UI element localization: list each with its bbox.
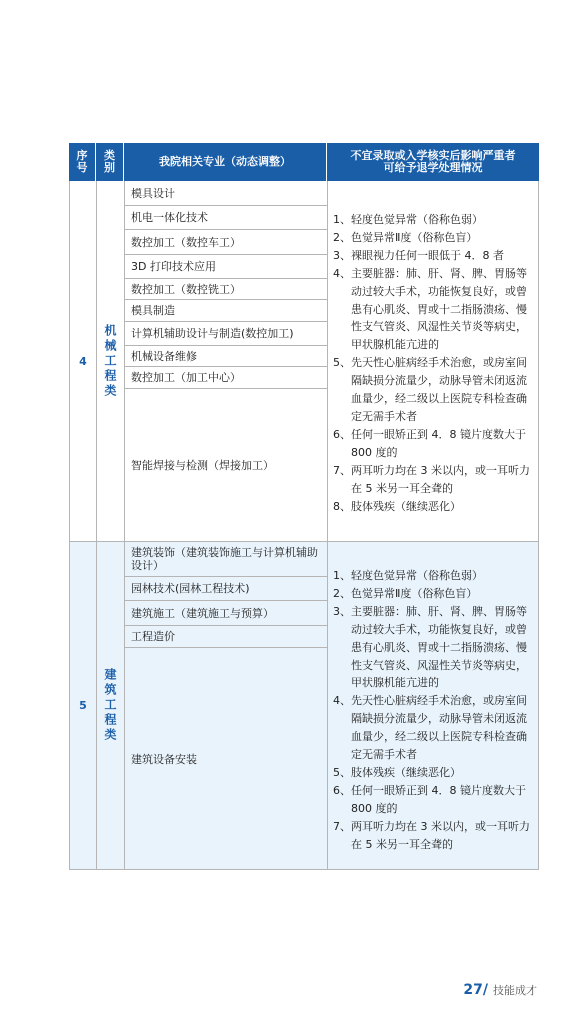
condition-text: 任何一眼矫正到 4．8 镜片度数大于 800 度的 <box>351 427 526 459</box>
condition-item <box>333 764 534 782</box>
condition-number: 4、 <box>333 266 351 280</box>
header-category-label: 类别 <box>104 149 115 174</box>
header-majors <box>124 143 327 181</box>
condition-text: 裸眼视力任何一眼低于 4．8 者 <box>351 248 504 262</box>
condition-number: 1、 <box>333 569 351 582</box>
condition-item <box>333 462 534 498</box>
condition-item <box>333 818 534 854</box>
condition-item <box>333 426 534 462</box>
header-conditions <box>327 143 539 181</box>
condition-item <box>333 498 534 516</box>
major-item: 建筑装饰（建筑装饰施工与计算机辅助设计） <box>125 542 327 577</box>
header-seq-label: 序号 <box>76 149 88 174</box>
condition-item <box>333 585 534 603</box>
header-majors-label: 我院相关专业（动态调整） <box>159 155 291 168</box>
condition-text: 主要脏器：肺、肝、肾、脾、胃肠等动过较大手术，功能恢复良好，或曾患有心肌炎、胃或十二指肠溃疡、慢性支气管炎、风湿性关节炎等病史，甲状腺机能亢进的 <box>351 604 527 690</box>
condition-text: 色觉异常Ⅱ度（俗称色盲） <box>351 230 478 244</box>
condition-text: 轻度色觉异常（俗称色弱） <box>351 569 483 582</box>
condition-item <box>333 603 534 693</box>
condition-text: 轻度色觉异常（俗称色弱） <box>351 213 483 226</box>
condition-item <box>333 247 534 265</box>
condition-item <box>333 265 534 355</box>
condition-number: 5、 <box>333 765 351 779</box>
section-mechanical <box>69 181 539 542</box>
header-seq <box>69 143 96 181</box>
condition-item <box>333 567 534 585</box>
major-item: 智能焊接与检测（焊接加工） <box>131 459 274 472</box>
condition-text: 主要脏器：肺、肝、肾、脾、胃肠等动过较大手术，功能恢复良好，或曾患有心肌炎、胃或十二指肠溃疡、慢性支气管炎、风湿性关节炎等病史，甲状腺机能亢进的 <box>351 266 527 352</box>
condition-item <box>333 354 534 426</box>
condition-number: 2、 <box>333 586 351 600</box>
condition-number: 8、 <box>333 499 351 513</box>
section-category: 机械工程类 <box>103 323 117 399</box>
condition-text: 肢体残疾（继续恶化） <box>351 765 461 779</box>
conditions-column <box>328 542 538 869</box>
condition-number: 7、 <box>333 463 351 477</box>
major-item: 建筑施工（建筑施工与预算） <box>125 601 327 626</box>
condition-text: 色觉异常Ⅱ度（俗称色盲） <box>351 586 478 600</box>
header-category <box>96 143 124 181</box>
footer-title: 技能成才 <box>493 984 537 997</box>
section-number: 4 <box>79 354 87 368</box>
condition-number: 5、 <box>333 356 351 370</box>
condition-text: 先天性心脏病经手术治愈，或房室间隔缺损分流量少，动脉导管未闭返流血量少，经二级以上医院专科检查确定无需手术者 <box>351 694 527 762</box>
condition-text: 任何一眼矫正到 4．8 镜片度数大于 800 度的 <box>351 783 526 815</box>
condition-number: 7、 <box>333 819 351 833</box>
condition-item <box>333 211 534 229</box>
conditions-list <box>333 567 534 854</box>
conditions-list <box>333 211 534 515</box>
major-item: 数控加工（数控铣工） <box>125 279 327 300</box>
section-number-cell <box>70 181 97 541</box>
condition-number: 3、 <box>333 248 351 262</box>
page-number: 27 <box>463 982 483 998</box>
condition-item <box>333 229 534 247</box>
page-footer <box>463 982 537 998</box>
majors-column <box>125 542 328 869</box>
header-conditions-line2: 可给予退学处理情况 <box>383 161 483 174</box>
major-item: 3D 打印技术应用 <box>125 255 327 279</box>
major-item: 工程造价 <box>125 626 327 648</box>
major-item: 数控加工（加工中心） <box>125 367 327 389</box>
major-item: 建筑设备安装 <box>131 752 197 766</box>
condition-number: 1、 <box>333 213 351 226</box>
condition-number: 2、 <box>333 230 351 244</box>
condition-text: 两耳听力均在 3 米以内，或一耳听力在 5 米另一耳全聋的 <box>351 463 530 495</box>
condition-item <box>333 782 534 818</box>
condition-number: 6、 <box>333 783 351 797</box>
major-item: 园林技术(园林工程技术) <box>125 577 327 601</box>
major-item: 机电一体化技术 <box>125 206 327 230</box>
major-item: 模具设计 <box>125 181 327 206</box>
condition-text: 肢体残疾（继续恶化） <box>351 499 461 513</box>
condition-number: 4、 <box>333 694 351 708</box>
condition-number: 3、 <box>333 604 351 618</box>
section-number-cell <box>70 542 97 869</box>
condition-text: 两耳听力均在 3 米以内，或一耳听力在 5 米另一耳全聋的 <box>351 819 530 851</box>
major-item: 机械设备维修 <box>125 346 327 367</box>
section-category: 建筑工程类 <box>103 668 117 743</box>
section-construction <box>69 542 539 870</box>
major-item: 数控加工（数控车工） <box>125 230 327 255</box>
condition-number: 6、 <box>333 427 351 441</box>
admission-health-table <box>69 143 539 870</box>
footer-separator: / <box>482 982 488 998</box>
section-category-cell <box>97 542 125 869</box>
section-category-cell <box>97 181 125 541</box>
condition-item <box>333 692 534 764</box>
majors-column <box>125 181 328 541</box>
major-item: 模具制造 <box>125 300 327 322</box>
header-conditions-line1: 不宜录取或入学核实后影响严重者 <box>350 149 516 162</box>
condition-text: 先天性心脏病经手术治愈，或房室间隔缺损分流量少，动脉导管未闭返流血量少，经二级以上医院专科检查确定无需手术者 <box>351 356 527 423</box>
section-number: 5 <box>79 699 87 712</box>
major-item: 计算机辅助设计与制造(数控加工) <box>125 322 327 346</box>
table-header <box>69 143 539 181</box>
conditions-column <box>328 181 538 541</box>
